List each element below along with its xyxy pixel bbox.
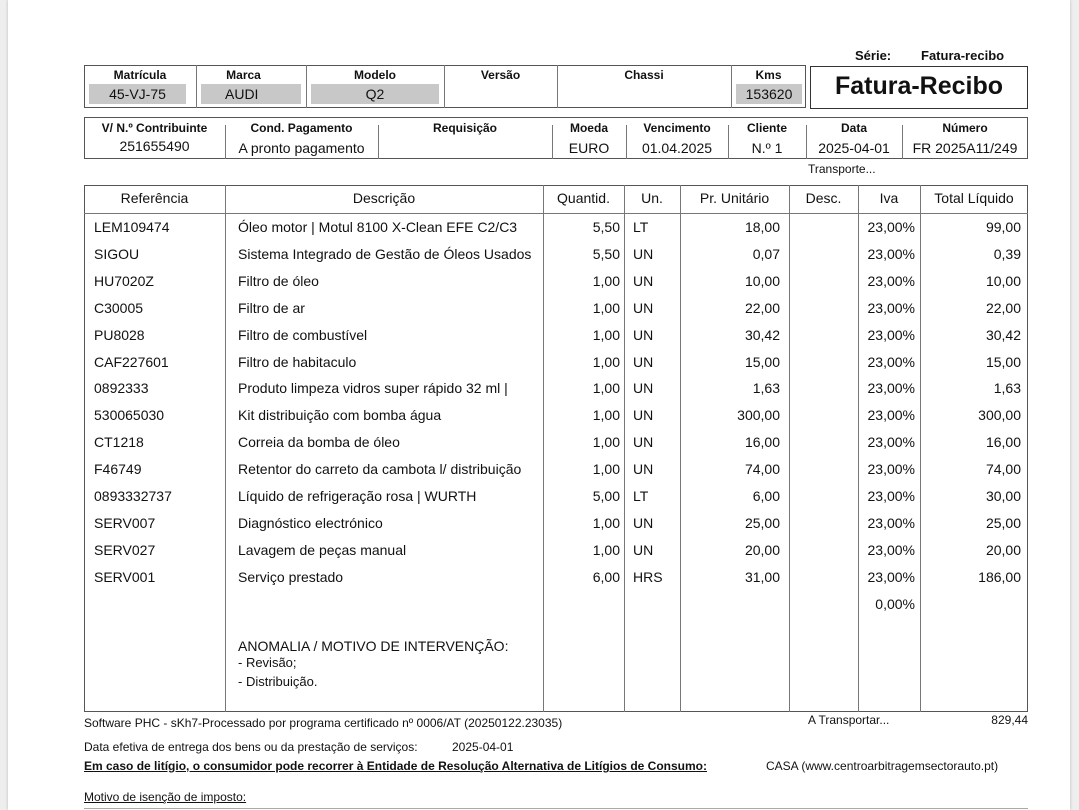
- row-desc: Óleo motor | Motul 8100 X-Clean EFE C2/C3: [238, 219, 518, 235]
- row-ref: HU7020Z: [94, 272, 154, 289]
- row-qty: 1,00: [592, 326, 620, 343]
- row-un: UN: [633, 514, 654, 531]
- table-row: [84, 484, 1028, 511]
- row-qty: 5,50: [592, 245, 620, 262]
- vencimento-label: Vencimento: [643, 121, 711, 135]
- row-ref: F46749: [94, 461, 142, 478]
- row-ref: SERV027: [94, 541, 156, 558]
- row-total: 15,00: [985, 353, 1021, 370]
- col-quantidade: Quantid.: [557, 190, 610, 206]
- row-qty: 1,00: [592, 380, 620, 397]
- row-qty: 1,00: [592, 461, 620, 478]
- row-un: UN: [633, 353, 654, 370]
- chassi-label: Chassi: [624, 68, 664, 82]
- col-desconto: Desc.: [805, 190, 842, 206]
- row-ref: 0892333: [94, 380, 149, 397]
- anomalia-title: ANOMALIA / MOTIVO DE INTERVENÇÃO:: [238, 638, 509, 654]
- doc-title: Fatura-Recibo: [834, 72, 1004, 100]
- row-qty: 1,00: [592, 299, 620, 316]
- row-iva: 23,00%: [867, 272, 915, 289]
- row-iva: 23,00%: [867, 326, 915, 343]
- matricula-label: Matrícula: [113, 68, 167, 82]
- col-unidade: Un.: [641, 190, 663, 206]
- col-total-liquido: Total Líquido: [934, 190, 1014, 206]
- table-row: [84, 269, 1028, 296]
- row-iva: 23,00%: [867, 434, 915, 451]
- row-ref: SIGOU: [94, 245, 140, 262]
- row-un: UN: [633, 380, 654, 397]
- table-row: [84, 457, 1028, 484]
- row-iva: 23,00%: [867, 568, 915, 585]
- col-preco-unitario: Pr. Unitário: [699, 190, 770, 206]
- table-row: [84, 538, 1028, 565]
- row-total: 186,00: [978, 568, 1021, 585]
- row-qty: 6,00: [592, 568, 620, 585]
- data-label: Data: [840, 121, 867, 135]
- row-total: 74,00: [985, 461, 1021, 478]
- row-ref: CT1218: [94, 434, 144, 451]
- row-iva: 23,00%: [867, 461, 915, 478]
- row-desc: Lavagem de peças manual: [238, 541, 407, 558]
- marca-label: Marca: [226, 68, 261, 82]
- row-total: 1,63: [993, 380, 1021, 397]
- row-desc: Líquido de refrigeração rosa | WURTH: [238, 488, 477, 504]
- row-price: 31,00: [744, 568, 780, 585]
- row-total: 16,00: [985, 434, 1021, 451]
- row-ref: C30005: [94, 299, 144, 316]
- row-desc: Filtro de ar: [238, 299, 305, 316]
- row-un: UN: [633, 407, 654, 424]
- col-referencia: Referência: [120, 190, 189, 206]
- table-row: [84, 430, 1028, 457]
- row-desc: Serviço prestado: [238, 568, 344, 585]
- cliente-value: N.º 1: [751, 140, 783, 156]
- row-desc: Filtro de combustível: [238, 326, 368, 343]
- row-price: 1,63: [752, 380, 780, 397]
- row-desc: Filtro de habitaculo: [238, 353, 357, 370]
- row-desc: Diagnóstico electrónico: [238, 514, 383, 531]
- isencao-label: Motivo de isenção de imposto:: [84, 790, 247, 804]
- row-total: 30,00: [985, 488, 1021, 504]
- contribuinte-label: V/ N.º Contribuinte: [101, 121, 208, 135]
- row-total: 99,00: [985, 219, 1021, 235]
- row-price: 30,42: [744, 326, 780, 343]
- serie-value: Fatura-recibo: [921, 48, 1005, 63]
- row-total: 25,00: [985, 514, 1021, 531]
- anomalia-line: - Revisão;: [238, 655, 297, 670]
- row-iva: 23,00%: [867, 380, 915, 397]
- modelo-value: Q2: [311, 84, 439, 104]
- row-un: UN: [633, 461, 654, 478]
- row-price: 16,00: [744, 434, 780, 451]
- kms-label: Kms: [755, 68, 782, 82]
- row-total: 10,00: [985, 272, 1021, 289]
- row-desc: Filtro de óleo: [238, 272, 319, 289]
- row-un: HRS: [633, 568, 663, 585]
- table-row: [84, 296, 1028, 323]
- requisicao-label: Requisição: [432, 121, 498, 135]
- row-ref: 530065030: [94, 407, 165, 424]
- row-iva: 23,00%: [867, 245, 915, 262]
- modelo-label: Modelo: [354, 68, 396, 82]
- row-un: UN: [633, 541, 654, 558]
- software-note: Software PHC - sKh7-Processado por programa certificado nº 0006/AT (20250122.23035): [84, 716, 563, 730]
- entrega-label: Data efetiva de entrega dos bens ou da prestação de serviços:: [84, 740, 418, 754]
- row-total: 20,00: [985, 541, 1021, 558]
- row-price: 6,00: [752, 488, 780, 504]
- row-ref: LEM109474: [94, 219, 170, 235]
- row-qty: 5,50: [592, 219, 620, 235]
- row-iva: 23,00%: [867, 514, 915, 531]
- row-qty: 1,00: [592, 272, 620, 289]
- a-transportar-label: A Transportar...: [808, 713, 890, 727]
- table-row: [84, 242, 1028, 269]
- versao-label: Versão: [480, 68, 521, 82]
- row-price: 300,00: [737, 407, 780, 424]
- row-un: UN: [633, 299, 654, 316]
- row-un: LT: [633, 219, 649, 235]
- serie-label: Série:: [855, 48, 892, 63]
- row-ref: CAF227601: [94, 353, 169, 370]
- kms-value: 153620: [736, 84, 802, 104]
- row-price: 20,00: [744, 541, 780, 558]
- numero-label: Número: [942, 121, 988, 135]
- row-desc: Produto limpeza vidros super rápido 32 ml |: [238, 380, 508, 397]
- table-row: [84, 215, 1028, 242]
- row-price: 74,00: [744, 461, 780, 478]
- row-qty: 1,00: [592, 514, 620, 531]
- row-qty: 5,00: [592, 488, 620, 504]
- row-price: 18,00: [744, 219, 780, 235]
- row-iva: 23,00%: [867, 219, 915, 235]
- numero-value: FR 2025A11/249: [912, 140, 1018, 156]
- data-value: 2025-04-01: [818, 140, 890, 156]
- row-total: 300,00: [978, 407, 1021, 424]
- pagamento-value: A pronto pagamento: [238, 140, 365, 156]
- entrega-value: 2025-04-01: [452, 740, 514, 754]
- row-iva: 23,00%: [867, 299, 915, 316]
- table-row: [84, 376, 1028, 403]
- row-un: LT: [633, 488, 649, 504]
- col-descricao: Descrição: [352, 190, 416, 206]
- litigio-notice: Em caso de litígio, o consumidor pode recorrer à Entidade de Resolução Alternativa de Litígios de Consumo:: [84, 759, 708, 773]
- moeda-value: EURO: [568, 140, 610, 156]
- row-qty: 1,00: [592, 434, 620, 451]
- row-qty: 1,00: [592, 353, 620, 370]
- row-desc: Retentor do carreto da cambota l/ distribuição: [238, 461, 522, 478]
- row-iva: 23,00%: [867, 407, 915, 424]
- row-iva: 23,00%: [867, 488, 915, 504]
- row-iva: 23,00%: [867, 541, 915, 558]
- casa-link: CASA (www.centroarbitragemsectorauto.pt): [766, 759, 999, 773]
- table-row: [84, 511, 1028, 538]
- row-ref: SERV001: [94, 568, 156, 585]
- row-price: 25,00: [744, 514, 780, 531]
- row-price: 10,00: [744, 272, 780, 289]
- row-ref: SERV007: [94, 514, 156, 531]
- contribuinte-value: 251655490: [119, 138, 190, 154]
- row-desc: Sistema Integrado de Gestão de Óleos Usados: [238, 245, 532, 262]
- row-un: UN: [633, 245, 654, 262]
- col-iva: Iva: [879, 190, 899, 206]
- transporte-label: Transporte...: [808, 162, 876, 176]
- row-iva: 23,00%: [867, 353, 915, 370]
- row-un: UN: [633, 326, 654, 343]
- row-price: 0,07: [752, 245, 780, 262]
- row-iva: 0,00%: [875, 595, 915, 612]
- row-total: 30,42: [985, 326, 1021, 343]
- row-qty: 1,00: [592, 541, 620, 558]
- marca-value: AUDI: [201, 84, 301, 104]
- matricula-value: 45-VJ-75: [89, 84, 186, 104]
- row-price: 22,00: [744, 299, 780, 316]
- row-qty: 1,00: [592, 407, 620, 424]
- cliente-label: Cliente: [746, 121, 787, 135]
- row-un: UN: [633, 272, 654, 289]
- row-desc: Correia da bomba de óleo: [238, 434, 400, 451]
- row-desc: Kit distribuição com bomba água: [238, 407, 442, 424]
- row-ref: PU8028: [94, 326, 145, 343]
- a-transportar-value: 829,44: [991, 713, 1028, 727]
- row-total: 0,39: [993, 245, 1021, 262]
- table-row: [84, 350, 1028, 377]
- anomalia-line: - Distribuição.: [238, 674, 318, 689]
- table-row: [84, 323, 1028, 350]
- row-un: UN: [633, 434, 654, 451]
- pagamento-label: Cond. Pagamento: [250, 121, 353, 135]
- table-row: [84, 403, 1028, 430]
- row-total: 22,00: [985, 299, 1021, 316]
- table-row: [84, 565, 1028, 592]
- table-row: [84, 592, 1028, 619]
- moeda-label: Moeda: [569, 121, 608, 135]
- vencimento-value: 01.04.2025: [641, 140, 713, 156]
- row-price: 15,00: [744, 353, 780, 370]
- row-ref: 0893332737: [94, 488, 172, 504]
